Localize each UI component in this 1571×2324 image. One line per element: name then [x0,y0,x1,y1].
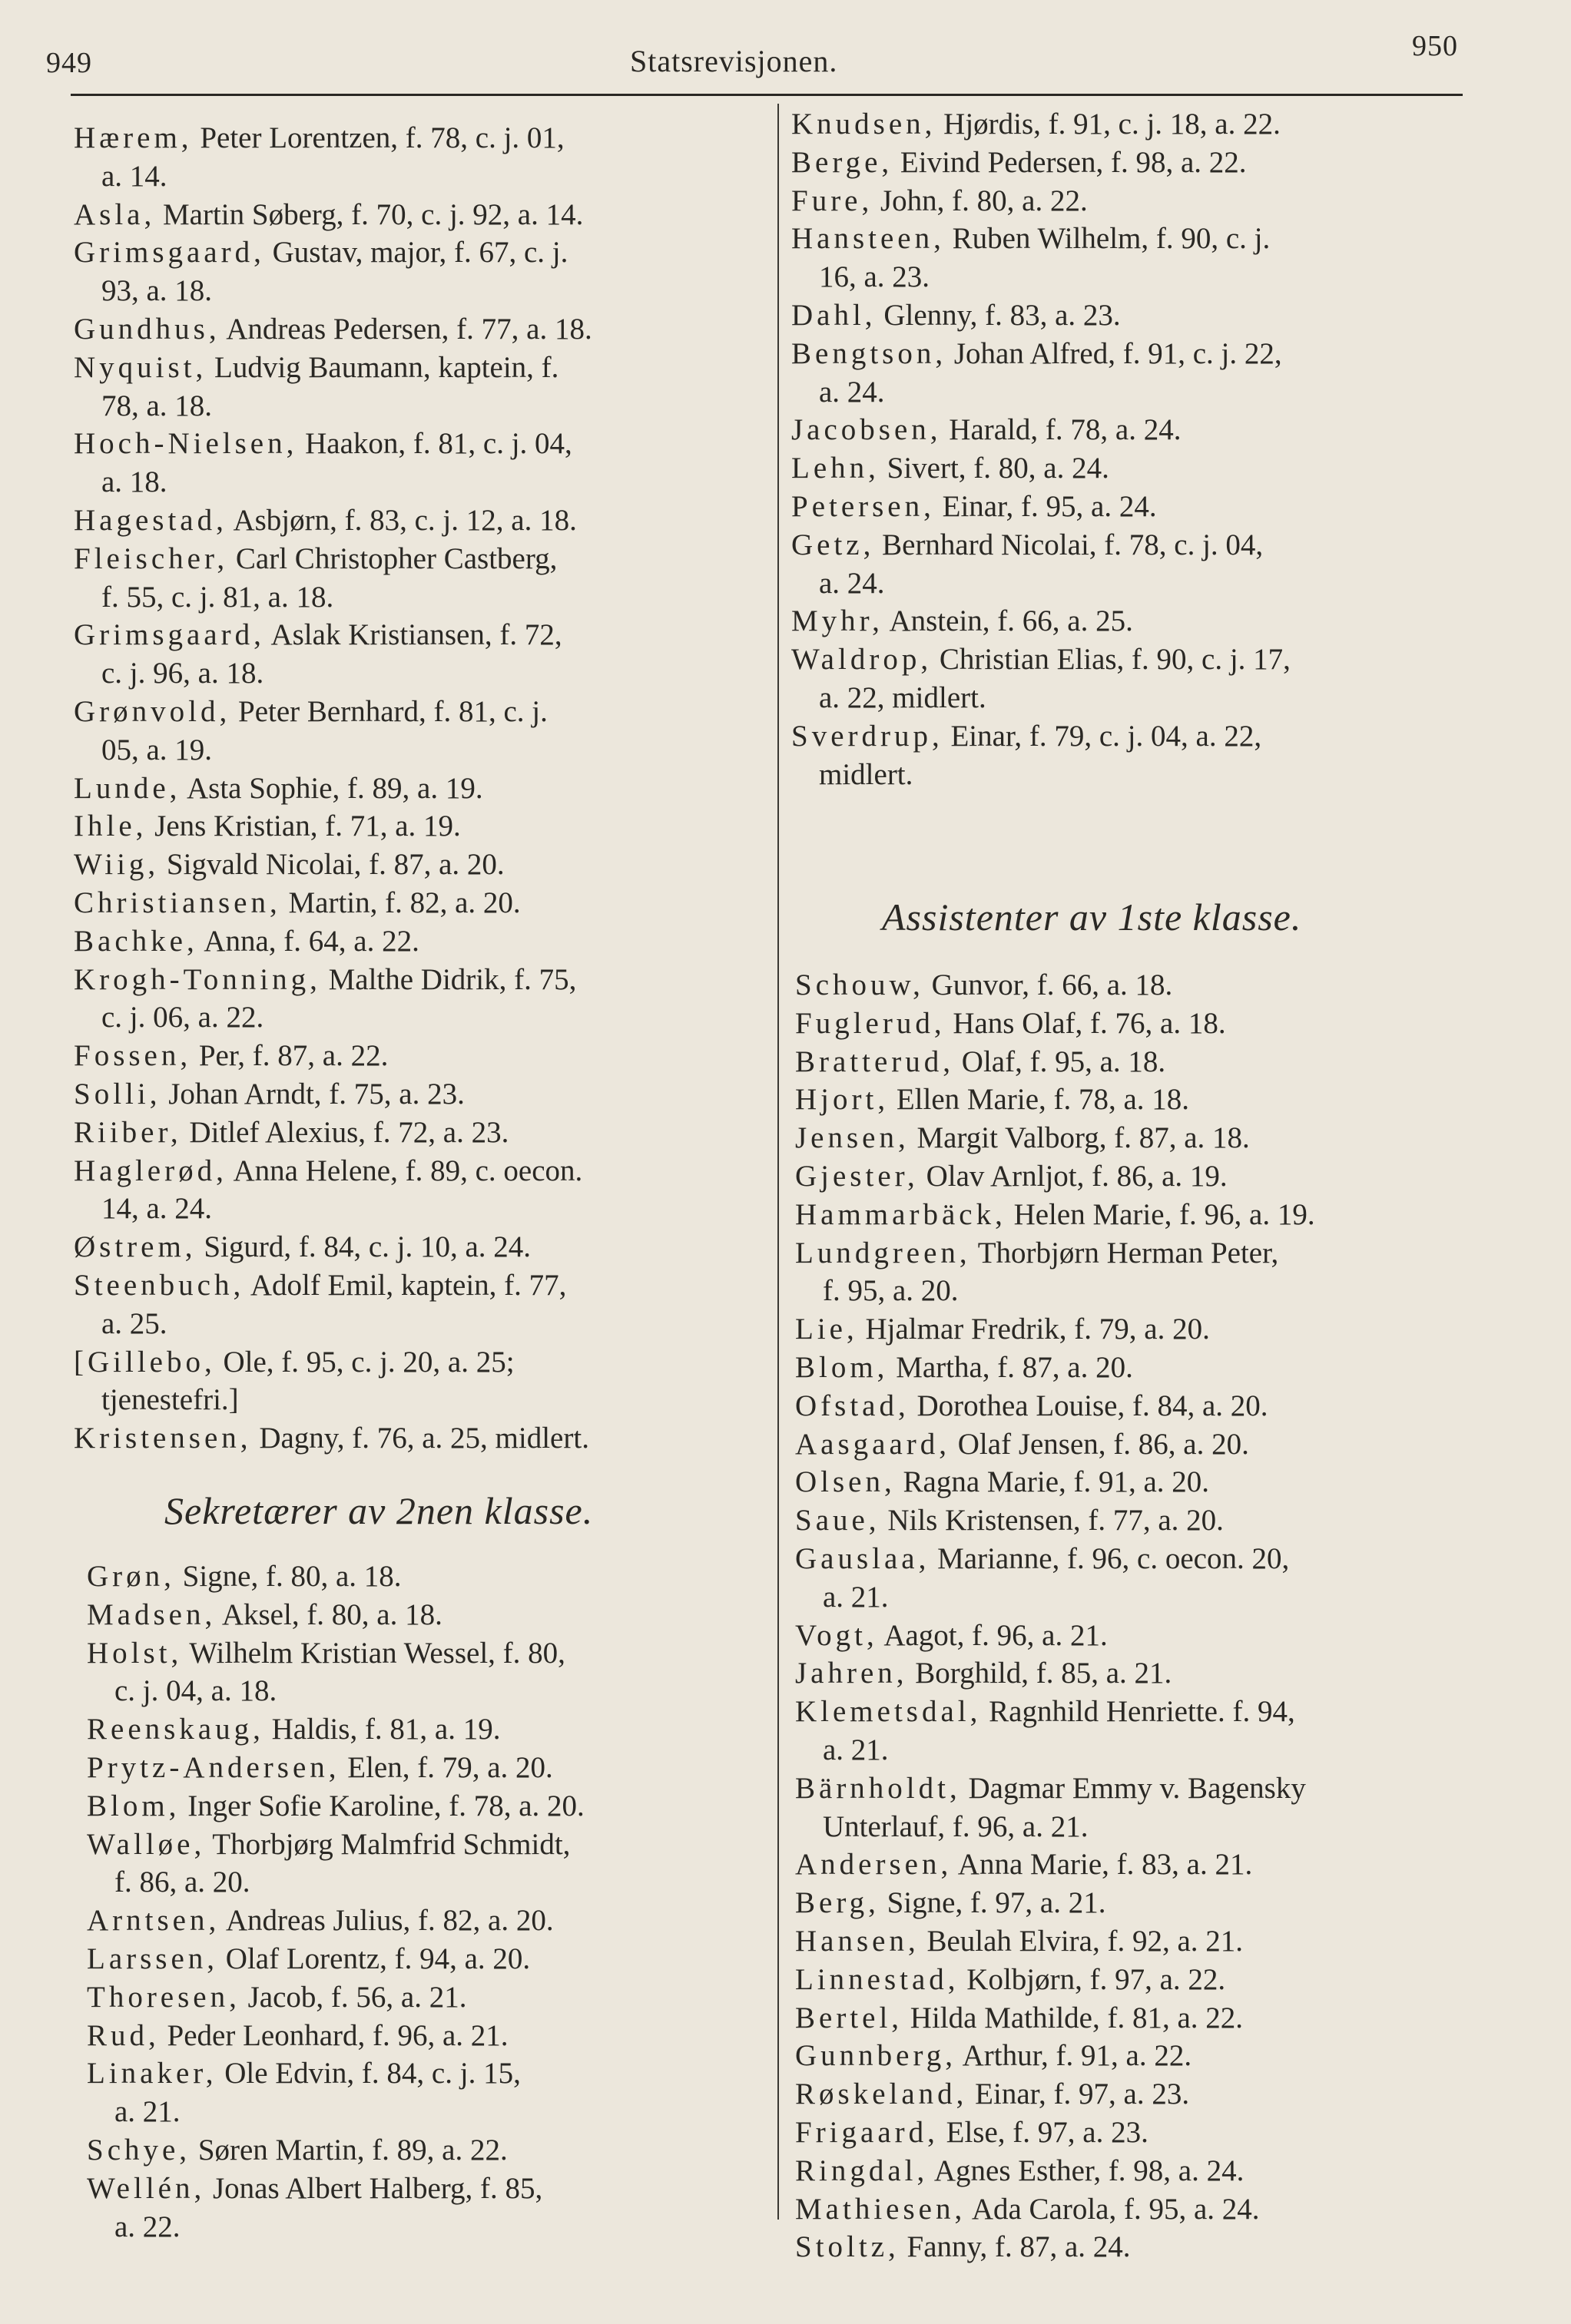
list-item [74,922,769,961]
entry-surname: Myhr, [791,604,883,638]
list-item [791,296,1467,335]
entry-continuation: c. j. 96, a. 18. [101,657,264,690]
entry-details: Haldis, f. 81, a. 19. [263,1713,501,1746]
entry-continuation: a. 22. [114,2210,181,2243]
list-item [791,105,1467,144]
entry-details: Helen Marie, f. 96, a. 19. [1006,1197,1315,1231]
list-item [795,1196,1471,1234]
entry-details: Arthur, f. 91, a. 22. [956,2039,1192,2073]
entry-continuation: midlert. [819,757,913,791]
entry-details: Søren Martin, f. 89, a. 22. [191,2133,508,2167]
list-item [74,310,769,349]
entry-details: Sivert, f. 80, a. 24. [879,452,1109,485]
entry-details: Olav Arnljot, f. 86, a. 19. [918,1159,1228,1193]
list-item [74,233,769,310]
list-item [795,966,1471,1005]
entry-details: Asbjørn, f. 83, c. j. 12, a. 18. [227,503,577,537]
entry-details: Anstein, f. 66, a. 25. [883,604,1133,638]
entry-details: Olaf, f. 95, a. 18. [954,1044,1166,1078]
entry-details: Ole Edvin, f. 84, c. j. 15, [217,2057,521,2091]
list-item [791,488,1467,526]
entry-details: Peter Bernhard, f. 81, c. j. [230,694,548,728]
entry-surname: Waldrop, [791,643,933,677]
entry-surname: Rud, [87,2018,160,2052]
entry-details: Bernhard Nicolai, f. 78, c. j. 04, [874,528,1264,561]
entry-continuation: a. 21. [823,1580,889,1614]
entry-surname: Bachke, [74,924,198,958]
list-item [795,1961,1471,1999]
entry-details: Margit Valborg, f. 87, a. 18. [909,1121,1250,1155]
entry-surname: Hærem, [74,121,193,154]
entry-surname: Ihle, [74,809,147,843]
list-item [795,1349,1471,1387]
entry-details: Johan Arndt, f. 75, a. 23. [161,1077,465,1111]
entry-surname: Walløe, [87,1827,206,1861]
entry-details: Ditlef Alexius, f. 72, a. 23. [181,1115,509,1149]
entry-details: Ada Carola, f. 95, a. 24. [966,2192,1260,2226]
entry-surname: Linaker, [87,2057,217,2091]
list-item [74,846,769,884]
section-heading-sekretaerer: Sekretærer av 2nen klasse. [164,1489,594,1532]
list-item [795,1999,1471,2038]
entry-surname: Saue, [795,1504,880,1538]
list-item [87,2170,778,2246]
list-item [795,1501,1471,1540]
entry-surname: Grønvold, [74,694,231,728]
entry-surname: Fossen, [74,1039,192,1073]
list-item [87,1826,778,1902]
entry-details: John, f. 80, a. 22. [873,184,1088,217]
section-heading-assistenter: Assistenter av 1ste klasse. [882,896,1302,939]
list-item [795,1846,1471,1884]
entry-details: Olaf Jensen, f. 86, a. 20. [950,1427,1249,1461]
entry-details: Dorothea Louise, f. 84, a. 20. [909,1389,1268,1422]
list-item [795,1693,1471,1769]
entry-continuation: a. 24. [819,566,885,600]
list-item [795,2228,1471,2266]
entry-surname: Berge, [791,145,893,179]
entry-surname: Prytz-Andersen, [87,1750,340,1784]
list-item [795,2190,1471,2229]
entry-surname: Olsen, [795,1465,896,1499]
entry-details: Ragnhild Henriette. f. 94, [981,1695,1295,1729]
entry-details: Sigurd, f. 84, c. j. 10, a. 24. [196,1230,532,1264]
entry-surname: Hagestad, [74,503,227,537]
entry-details: Einar, f. 95, a. 24. [934,489,1157,523]
list-item [795,2114,1471,2152]
entry-surname: Lie, [795,1313,858,1346]
entry-surname: Blom, [87,1789,181,1822]
list-item [795,1081,1471,1119]
entry-surname: Schye, [87,2133,191,2167]
entry-surname: Grøn, [87,1560,175,1593]
list-item [74,807,769,846]
entry-details: Ellen Marie, f. 78, a. 18. [889,1083,1190,1117]
entry-details: Anna Helene, f. 89, c. oecon. [227,1154,583,1187]
entry-continuation: a. 21. [823,1733,889,1766]
entry-surname: Gjester, [795,1159,919,1193]
list-item [795,1234,1471,1311]
entry-surname: Bratterud, [795,1044,955,1078]
left-column [74,119,769,1458]
entry-continuation: tjenestefri.] [101,1383,239,1417]
entry-surname: Asla, [74,197,156,231]
entry-surname: Dahl, [791,298,877,332]
entry-surname: Blom, [795,1350,889,1384]
list-item [795,1654,1471,1693]
list-item [87,1749,778,1787]
entry-details: Adolf Emil, kaptein, f. 77, [244,1268,567,1302]
entry-surname: Sverdrup, [791,719,943,753]
entry-surname: Hansteen, [791,222,945,256]
entry-surname: Jensen, [795,1121,910,1155]
entry-details: Agnes Esther, f. 98, a. 24. [928,2154,1245,2187]
list-item [74,1152,769,1229]
entry-continuation: a. 14. [101,159,167,193]
entry-details: Marianne, f. 96, c. oecon. 20, [930,1541,1290,1575]
list-item [74,1037,769,1075]
left-page-number: 949 [46,47,92,79]
entry-surname: Bertel, [795,2001,903,2034]
entry-details: Beulah Elvira, f. 92, a. 21. [919,1924,1244,1958]
entry-surname: Wiig, [74,848,160,882]
entry-surname: Lundgreen, [795,1236,971,1270]
entry-continuation: c. j. 04, a. 18. [114,1674,277,1708]
entry-details: Carl Christopher Castberg, [228,541,558,575]
entry-details: Malthe Didrik, f. 75, [320,962,577,996]
list-item [791,641,1467,717]
list-item [74,693,769,770]
entry-details: Hilda Mathilde, f. 81, a. 22. [903,2001,1244,2034]
entry-details: Jonas Albert Halberg, f. 85, [205,2171,543,2205]
entry-details: Martha, f. 87, a. 20. [888,1350,1133,1384]
list-item [795,2075,1471,2114]
entry-surname: Christiansen, [74,886,281,919]
entry-surname: Lehn, [791,452,880,485]
entry-details: Hjørdis, f. 91, c. j. 18, a. 22. [936,108,1281,141]
list-item [791,526,1467,603]
entry-continuation: f. 95, a. 20. [823,1274,959,1308]
list-item [795,1425,1471,1464]
header-rule [71,94,1463,96]
entry-details: Glenny, f. 83, a. 23. [876,298,1121,332]
entry-continuation: a. 18. [101,465,167,499]
entry-surname: Mathiesen, [795,2192,966,2226]
list-item [87,1902,778,1940]
list-item [795,1769,1471,1846]
list-item [74,425,769,502]
list-item [795,2152,1471,2190]
entry-details: Nils Kristensen, f. 77, a. 20. [880,1504,1224,1538]
list-item [795,1119,1471,1157]
entry-continuation: a. 25. [101,1306,167,1340]
entry-continuation: 05, a. 19. [101,733,213,766]
list-item [74,961,769,1038]
list-item [795,2037,1471,2075]
list-item [87,1787,778,1826]
entry-surname: Frigaard, [795,2115,939,2149]
entry-surname: Andersen, [795,1848,953,1882]
entry-details: Elen, f. 79, a. 20. [340,1750,553,1784]
entry-details: Anna, f. 64, a. 22. [197,924,419,958]
entry-details: Aksel, f. 80, a. 18. [216,1597,442,1631]
entry-surname: Madsen, [87,1597,217,1631]
entry-continuation: 93, a. 18. [101,274,213,308]
list-item [791,411,1467,449]
entry-surname: Fure, [791,184,873,217]
entry-details: Eivind Pedersen, f. 98, a. 22. [893,145,1247,179]
entry-surname: Holst, [87,1636,183,1670]
entry-details: Peter Lorentzen, f. 78, c. j. 01, [192,121,565,154]
entry-details: Asta Sophie, f. 89, a. 19. [181,771,483,805]
list-item [74,502,769,540]
list-item [791,144,1467,182]
list-item [74,1343,769,1420]
entry-details: Aslak Kristiansen, f. 72, [264,618,562,652]
entry-surname: Linnestad, [795,1962,960,1996]
entry-details: Martin Søberg, f. 70, c. j. 92, a. 14. [155,197,584,231]
entry-details: Hjalmar Fredrik, f. 79, a. 20. [857,1313,1210,1346]
entry-details: Johan Alfred, f. 91, c. j. 22, [946,336,1282,370]
entry-details: Peder Leonhard, f. 96, a. 21. [159,2018,509,2052]
list-item [74,196,769,234]
entry-surname: Bärnholdt, [795,1771,961,1805]
entry-surname: Jahren, [795,1657,908,1690]
entry-surname: Arntsen, [87,1904,220,1938]
list-item [795,1005,1471,1043]
list-item [795,1617,1471,1655]
entry-surname: Røskeland, [795,2077,968,2111]
entry-continuation: a. 21. [114,2095,181,2129]
entry-surname: Lunde, [74,771,181,805]
entry-details: Ole, f. 95, c. j. 20, a. 25; [215,1345,515,1379]
list-item [87,2017,778,2055]
page-header [0,0,1571,108]
list-item [791,182,1467,220]
entry-continuation: a. 22, midlert. [819,680,986,714]
list-item [795,1884,1471,1922]
entry-surname: Larssen, [87,1942,219,1975]
entry-surname: Solli, [74,1077,161,1111]
entry-surname: Østrem, [74,1230,197,1264]
entry-surname: Krogh-Tonning, [74,962,321,996]
entry-continuation: 16, a. 23. [819,260,930,294]
entry-surname: Hammarbäck, [795,1197,1006,1231]
list-item [74,1114,769,1152]
entry-details: Dagny, f. 76, a. 25, midlert. [251,1422,589,1455]
entry-details: Andreas Pedersen, f. 77, a. 18. [220,312,592,346]
entry-continuation: 78, a. 18. [101,389,213,422]
list-item [74,1228,769,1266]
list-item [87,1634,778,1711]
entry-surname: Nyquist, [74,350,207,384]
entry-details: Kolbjørn, f. 97, a. 22. [959,1962,1226,1996]
list-item [795,1043,1471,1081]
list-item [795,1310,1471,1349]
entry-surname: Grimsgaard, [74,236,265,270]
entry-continuation: 14, a. 24. [101,1192,213,1226]
entry-details: Haakon, f. 81, c. j. 04, [297,427,572,461]
entry-surname: Steenbuch, [74,1268,245,1302]
running-title: Statsrevisjonen. [630,44,838,78]
entry-details: Jacob, f. 56, a. 21. [240,1980,467,2014]
list-item [87,1558,778,1596]
entry-surname: Klemetsdal, [795,1695,982,1729]
list-item [791,717,1467,794]
list-item [791,602,1467,641]
entry-surname: Gundhus, [74,312,220,346]
sekretaerer-list [87,1558,778,2246]
list-item [791,220,1467,296]
entry-details: Thorbjørg Malmfrid Schmidt, [205,1827,571,1861]
right-column [791,105,1467,793]
entry-details: Martin, f. 82, a. 20. [280,886,521,919]
entry-details: Christian Elias, f. 90, c. j. 17, [932,643,1291,677]
entry-surname: Fuglerud, [795,1006,946,1040]
entry-details: Fanny, f. 87, a. 24. [899,2230,1131,2264]
entry-surname: Kristensen, [74,1422,252,1455]
list-item [795,1463,1471,1501]
entry-surname: Stoltz, [795,2230,900,2264]
entry-details: Wilhelm Kristian Wessel, f. 80, [182,1636,565,1670]
list-item [87,2054,778,2131]
entry-surname: Knudsen, [791,108,936,141]
list-item [87,1596,778,1634]
entry-details: Ludvig Baumann, kaptein, f. [207,350,559,384]
list-item [74,1075,769,1114]
entry-surname: Getz, [791,528,875,561]
list-item [795,1922,1471,1961]
entry-surname: Jacobsen, [791,413,942,447]
entry-surname: Ofstad, [795,1389,910,1422]
entry-details: Borghild, f. 85, a. 21. [907,1657,1172,1690]
entry-continuation: f. 55, c. j. 81, a. 18. [101,580,334,614]
entry-details: Inger Sofie Karoline, f. 78, a. 20. [180,1789,585,1822]
entry-surname: Reenskaug, [87,1713,264,1746]
entry-details: Signe, f. 97, a. 21. [879,1886,1106,1920]
entry-continuation: c. j. 06, a. 22. [101,1001,264,1035]
entry-details: Einar, f. 79, c. j. 04, a. 22, [943,719,1262,753]
list-item [795,1387,1471,1425]
entry-details: Gustav, major, f. 67, c. j. [264,236,568,270]
entry-surname: Bengtson, [791,336,947,370]
entry-details: Signe, f. 80, a. 18. [174,1560,402,1593]
entry-details: Ragna Marie, f. 91, a. 20. [895,1465,1210,1499]
entry-details: Aagot, f. 96, a. 21. [877,1618,1108,1652]
entry-surname: Ringdal, [795,2154,929,2187]
list-item [74,770,769,808]
entry-surname: Wellén, [87,2171,206,2205]
entry-surname: Hansen, [795,1924,920,1958]
list-item [87,1978,778,2017]
list-item [87,2131,778,2170]
list-item [74,616,769,693]
list-item [74,119,769,196]
entry-surname: Berg, [795,1886,880,1920]
entry-surname: Vogt, [795,1618,878,1652]
list-item [74,884,769,922]
entry-details: Einar, f. 97, a. 23. [967,2077,1190,2111]
list-item [74,1419,769,1458]
entry-surname: Hoch-Nielsen, [74,427,298,461]
entry-surname: Hjort, [795,1083,890,1117]
entry-details: Per, f. 87, a. 22. [191,1039,389,1073]
entry-details: Hans Olaf, f. 76, a. 18. [945,1006,1226,1040]
entry-details: Jens Kristian, f. 71, a. 19. [147,809,461,843]
entry-details: Ruben Wilhelm, f. 90, c. j. [944,222,1271,256]
list-item [87,1710,778,1749]
entry-details: Harald, f. 78, a. 24. [941,413,1182,447]
right-page-number: 950 [1412,30,1458,62]
entry-surname: Schouw, [795,968,924,1001]
entry-surname: Thoresen, [87,1980,240,2014]
entry-details: Dagmar Emmy v. Bagensky [960,1771,1306,1805]
entry-details: Anna Marie, f. 83, a. 21. [952,1848,1253,1882]
list-item [74,1266,769,1343]
entry-continuation: f. 86, a. 20. [114,1865,250,1899]
entry-details: Else, f. 97, a. 23. [938,2115,1148,2149]
list-item [87,1940,778,1978]
entry-surname: Grimsgaard, [74,618,265,652]
entry-details: Olaf Lorentz, f. 94, a. 20. [218,1942,531,1975]
list-item [795,1540,1471,1617]
list-item [795,1157,1471,1196]
entry-continuation: Unterlauf, f. 96, a. 21. [823,1809,1089,1843]
list-item [74,540,769,617]
entry-surname: Petersen, [791,489,935,523]
entry-details: Gunvor, f. 66, a. 18. [923,968,1173,1001]
list-item [74,349,769,425]
entry-surname: Gunnberg, [795,2039,957,2073]
entry-surname: Aasgaard, [795,1427,951,1461]
entry-surname: Fleischer, [74,541,229,575]
entry-surname: Haglerød, [74,1154,227,1187]
entry-surname: Gauslaa, [795,1541,930,1575]
list-item [791,449,1467,488]
entry-surname: Riiber, [74,1115,182,1149]
entry-continuation: a. 24. [819,375,885,409]
assistenter-list [795,966,1471,2266]
entry-details: Thorbjørn Herman Peter, [970,1236,1279,1270]
entry-surname: [Gillebo, [74,1345,216,1379]
entry-details: Andreas Julius, f. 82, a. 20. [220,1904,554,1938]
entry-details: Sigvald Nicolai, f. 87, a. 20. [159,848,505,882]
list-item [791,335,1467,412]
